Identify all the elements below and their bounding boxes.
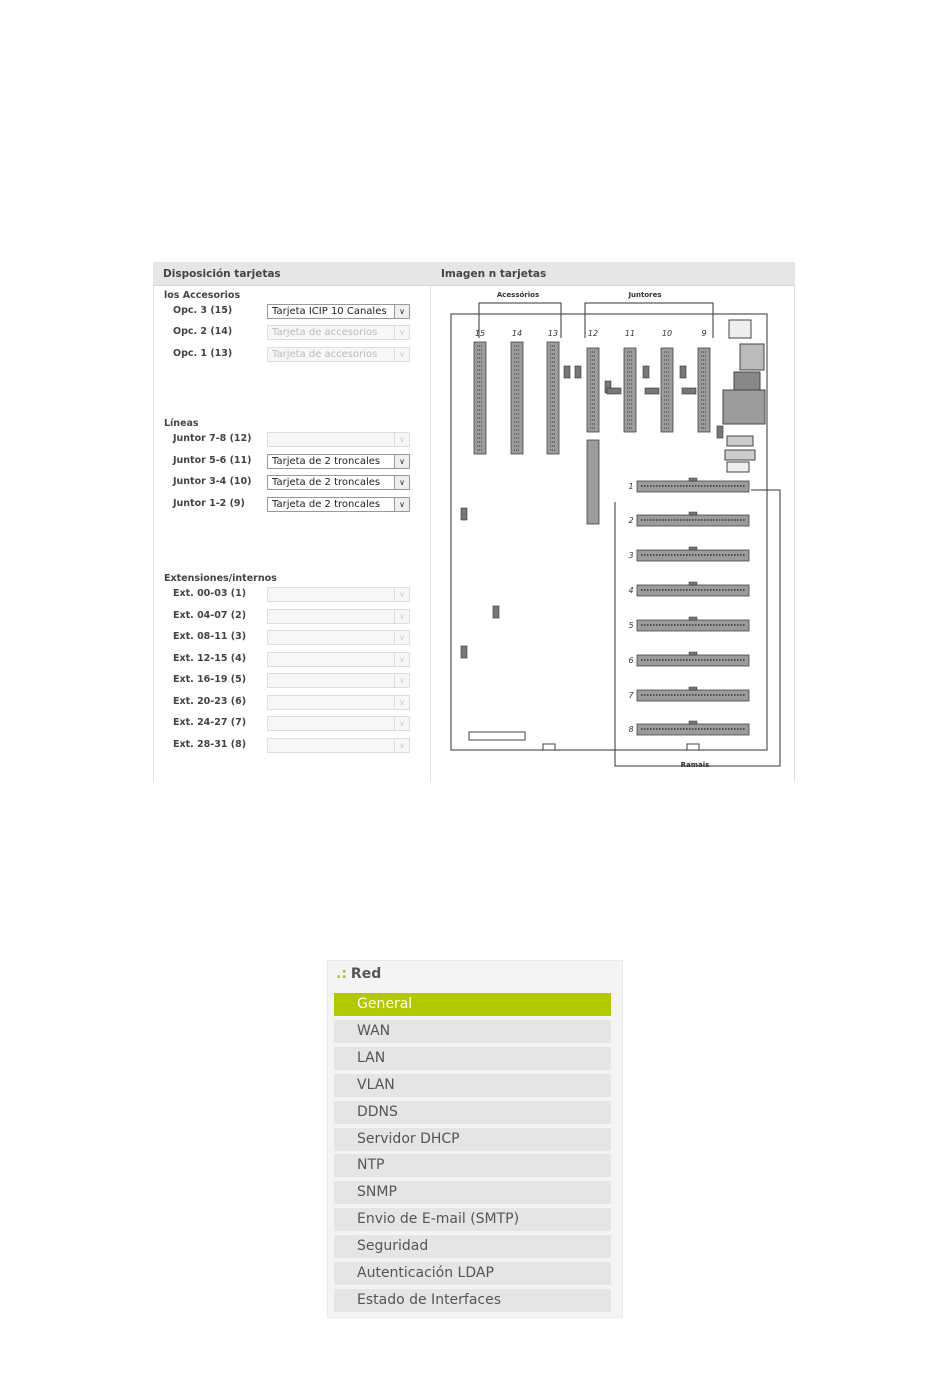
connector-block [740,344,764,370]
jumper [643,366,649,378]
vertical-slot [698,348,710,432]
card-layout-header: Disposición tarjetas [153,262,431,286]
network-menu [327,960,623,1318]
chevron-down-icon[interactable]: ∨ [394,696,409,709]
slot-tab [689,721,697,724]
slot-tab [689,478,697,481]
menu-item[interactable]: LAN [334,1047,611,1070]
menu-item[interactable]: VLAN [334,1074,611,1097]
card-layout-panel [153,262,795,782]
jumper [682,388,696,394]
horizontal-slot-number: 6 [628,656,634,665]
group-title: Líneas [164,418,199,429]
slot-label: Opc. 3 (15) [173,305,233,316]
slot-label: Opc. 2 (14) [173,326,233,337]
group-title: Extensiones/internos [164,573,277,584]
card-type-select[interactable] [267,609,410,624]
slot-label: Ext. 24-27 (7) [173,717,247,728]
slot-label: Ext. 04-07 (2) [173,610,247,621]
slot-label: Juntor 7-8 (12) [173,433,252,444]
chevron-down-icon[interactable]: ∨ [394,305,409,318]
transformer-block [723,390,765,424]
vertical-slot-number: 14 [511,329,523,338]
connector-block [727,436,753,446]
chevron-down-icon[interactable]: ∨ [394,653,409,666]
horizontal-slot-number: 2 [628,516,634,525]
slot-label: Ext. 28-31 (8) [173,739,247,750]
card-type-value: Tarjeta de accesorios [272,349,378,360]
menu-item[interactable]: WAN [334,1020,611,1043]
board-notch [687,744,699,750]
menu-title-bullet: .: [336,966,347,982]
board-outline [451,314,767,750]
menu-item[interactable]: General [334,993,611,1016]
power-connector [729,320,751,338]
menu-title-text: Red [350,966,382,982]
card-type-select[interactable] [267,673,410,688]
chevron-down-icon[interactable]: ∨ [394,326,409,339]
card-type-select[interactable] [267,630,410,645]
card-type-select[interactable] [267,587,410,602]
jumper [575,366,581,378]
horizontal-slot-number: 1 [628,482,634,491]
menu-item[interactable]: NTP [334,1154,611,1177]
chevron-down-icon[interactable]: ∨ [394,610,409,623]
card-type-select[interactable] [267,652,410,667]
vertical-slot-number: 10 [661,329,673,338]
board-diagram-svg [431,286,793,782]
chevron-down-icon[interactable]: ∨ [394,631,409,644]
card-layout-form [153,286,431,782]
card-type-value: Tarjeta de 2 troncales [272,477,381,488]
menu-item[interactable]: Seguridad [334,1235,611,1258]
chevron-down-icon[interactable]: ∨ [394,455,409,468]
slot-tab [689,687,697,690]
menu-item[interactable]: DDNS [334,1101,611,1124]
menu-title [336,966,381,982]
card-type-value: Tarjeta de accesorios [272,327,378,338]
slot-label: Juntor 5-6 (11) [173,455,252,466]
slot-tab [689,617,697,620]
menu-item[interactable]: Envio de E-mail (SMTP) [334,1208,611,1231]
menu-item[interactable]: Servidor DHCP [334,1128,611,1151]
chevron-down-icon[interactable]: ∨ [394,674,409,687]
card-type-select[interactable] [267,497,410,512]
card-type-value: Tarjeta de 2 troncales [272,499,381,510]
connector-block [725,450,755,460]
horizontal-slot-number: 8 [628,725,634,734]
card-type-select[interactable] [267,304,410,319]
slot-tab [689,512,697,515]
card-type-select[interactable] [267,325,410,340]
horizontal-slot-number: 3 [628,551,634,560]
slot-label: Ext. 00-03 (1) [173,588,247,599]
connector-block [734,372,760,390]
chevron-down-icon[interactable]: ∨ [394,348,409,361]
jumper [680,366,686,378]
juntores-label: Juntores [628,291,662,299]
jumper [717,426,723,438]
vertical-slot [661,348,673,432]
card-type-select[interactable] [267,716,410,731]
jumper [645,388,659,394]
menu-item[interactable]: Autenticación LDAP [334,1262,611,1285]
card-type-value: Tarjeta de 2 troncales [272,456,381,467]
card-image-header: Imagen n tarjetas [431,262,795,286]
card-type-select[interactable] [267,432,410,447]
slot-label: Opc. 1 (13) [173,348,233,359]
group-title: los Accesorios [164,290,241,301]
chevron-down-icon[interactable]: ∨ [394,498,409,511]
chevron-down-icon[interactable]: ∨ [394,433,409,446]
board-notch [543,744,555,750]
board-diagram [431,286,795,782]
jumper [564,366,570,378]
bottom-connector [469,732,525,740]
ramais-label: Ramais [680,761,710,769]
card-type-select[interactable] [267,454,410,469]
jumper [461,508,467,520]
menu-item[interactable]: SNMP [334,1181,611,1204]
menu-item[interactable]: Estado de Interfaces [334,1289,611,1312]
card-type-select[interactable] [267,475,410,490]
horizontal-slot-number: 7 [628,691,634,700]
slot-tab [689,547,697,550]
slot-label: Juntor 3-4 (10) [173,476,252,487]
vertical-slot [587,440,599,524]
chevron-down-icon[interactable]: ∨ [394,476,409,489]
vertical-slot-number: 11 [624,329,636,338]
accessories-label: Acessórios [496,291,540,299]
jumper [461,646,467,658]
vertical-slot [587,348,599,432]
slot-tab [689,582,697,585]
jumper [493,606,499,618]
card-type-value: Tarjeta ICIP 10 Canales [272,306,387,317]
horizontal-slot-number: 4 [628,586,634,595]
slot-label: Ext. 08-11 (3) [173,631,247,642]
slot-label: Juntor 1-2 (9) [173,498,245,509]
slot-tab [689,652,697,655]
horizontal-slot-number: 5 [628,621,634,630]
slot-label: Ext. 12-15 (4) [173,653,247,664]
vertical-slot-number: 12 [587,329,599,338]
vertical-slot [624,348,636,432]
slot-label: Ext. 16-19 (5) [173,674,247,685]
vertical-slot-number: 9 [701,329,707,338]
slot-label: Ext. 20-23 (6) [173,696,247,707]
vertical-slot-number: 13 [547,329,559,338]
vertical-slot-number: 15 [474,329,486,338]
connector-block [727,462,749,472]
chevron-down-icon[interactable]: ∨ [394,717,409,730]
card-type-select[interactable] [267,738,410,753]
jumper [607,388,621,394]
card-type-select[interactable] [267,347,410,362]
chevron-down-icon[interactable]: ∨ [394,739,409,752]
card-type-select[interactable] [267,695,410,710]
chevron-down-icon[interactable]: ∨ [394,588,409,601]
